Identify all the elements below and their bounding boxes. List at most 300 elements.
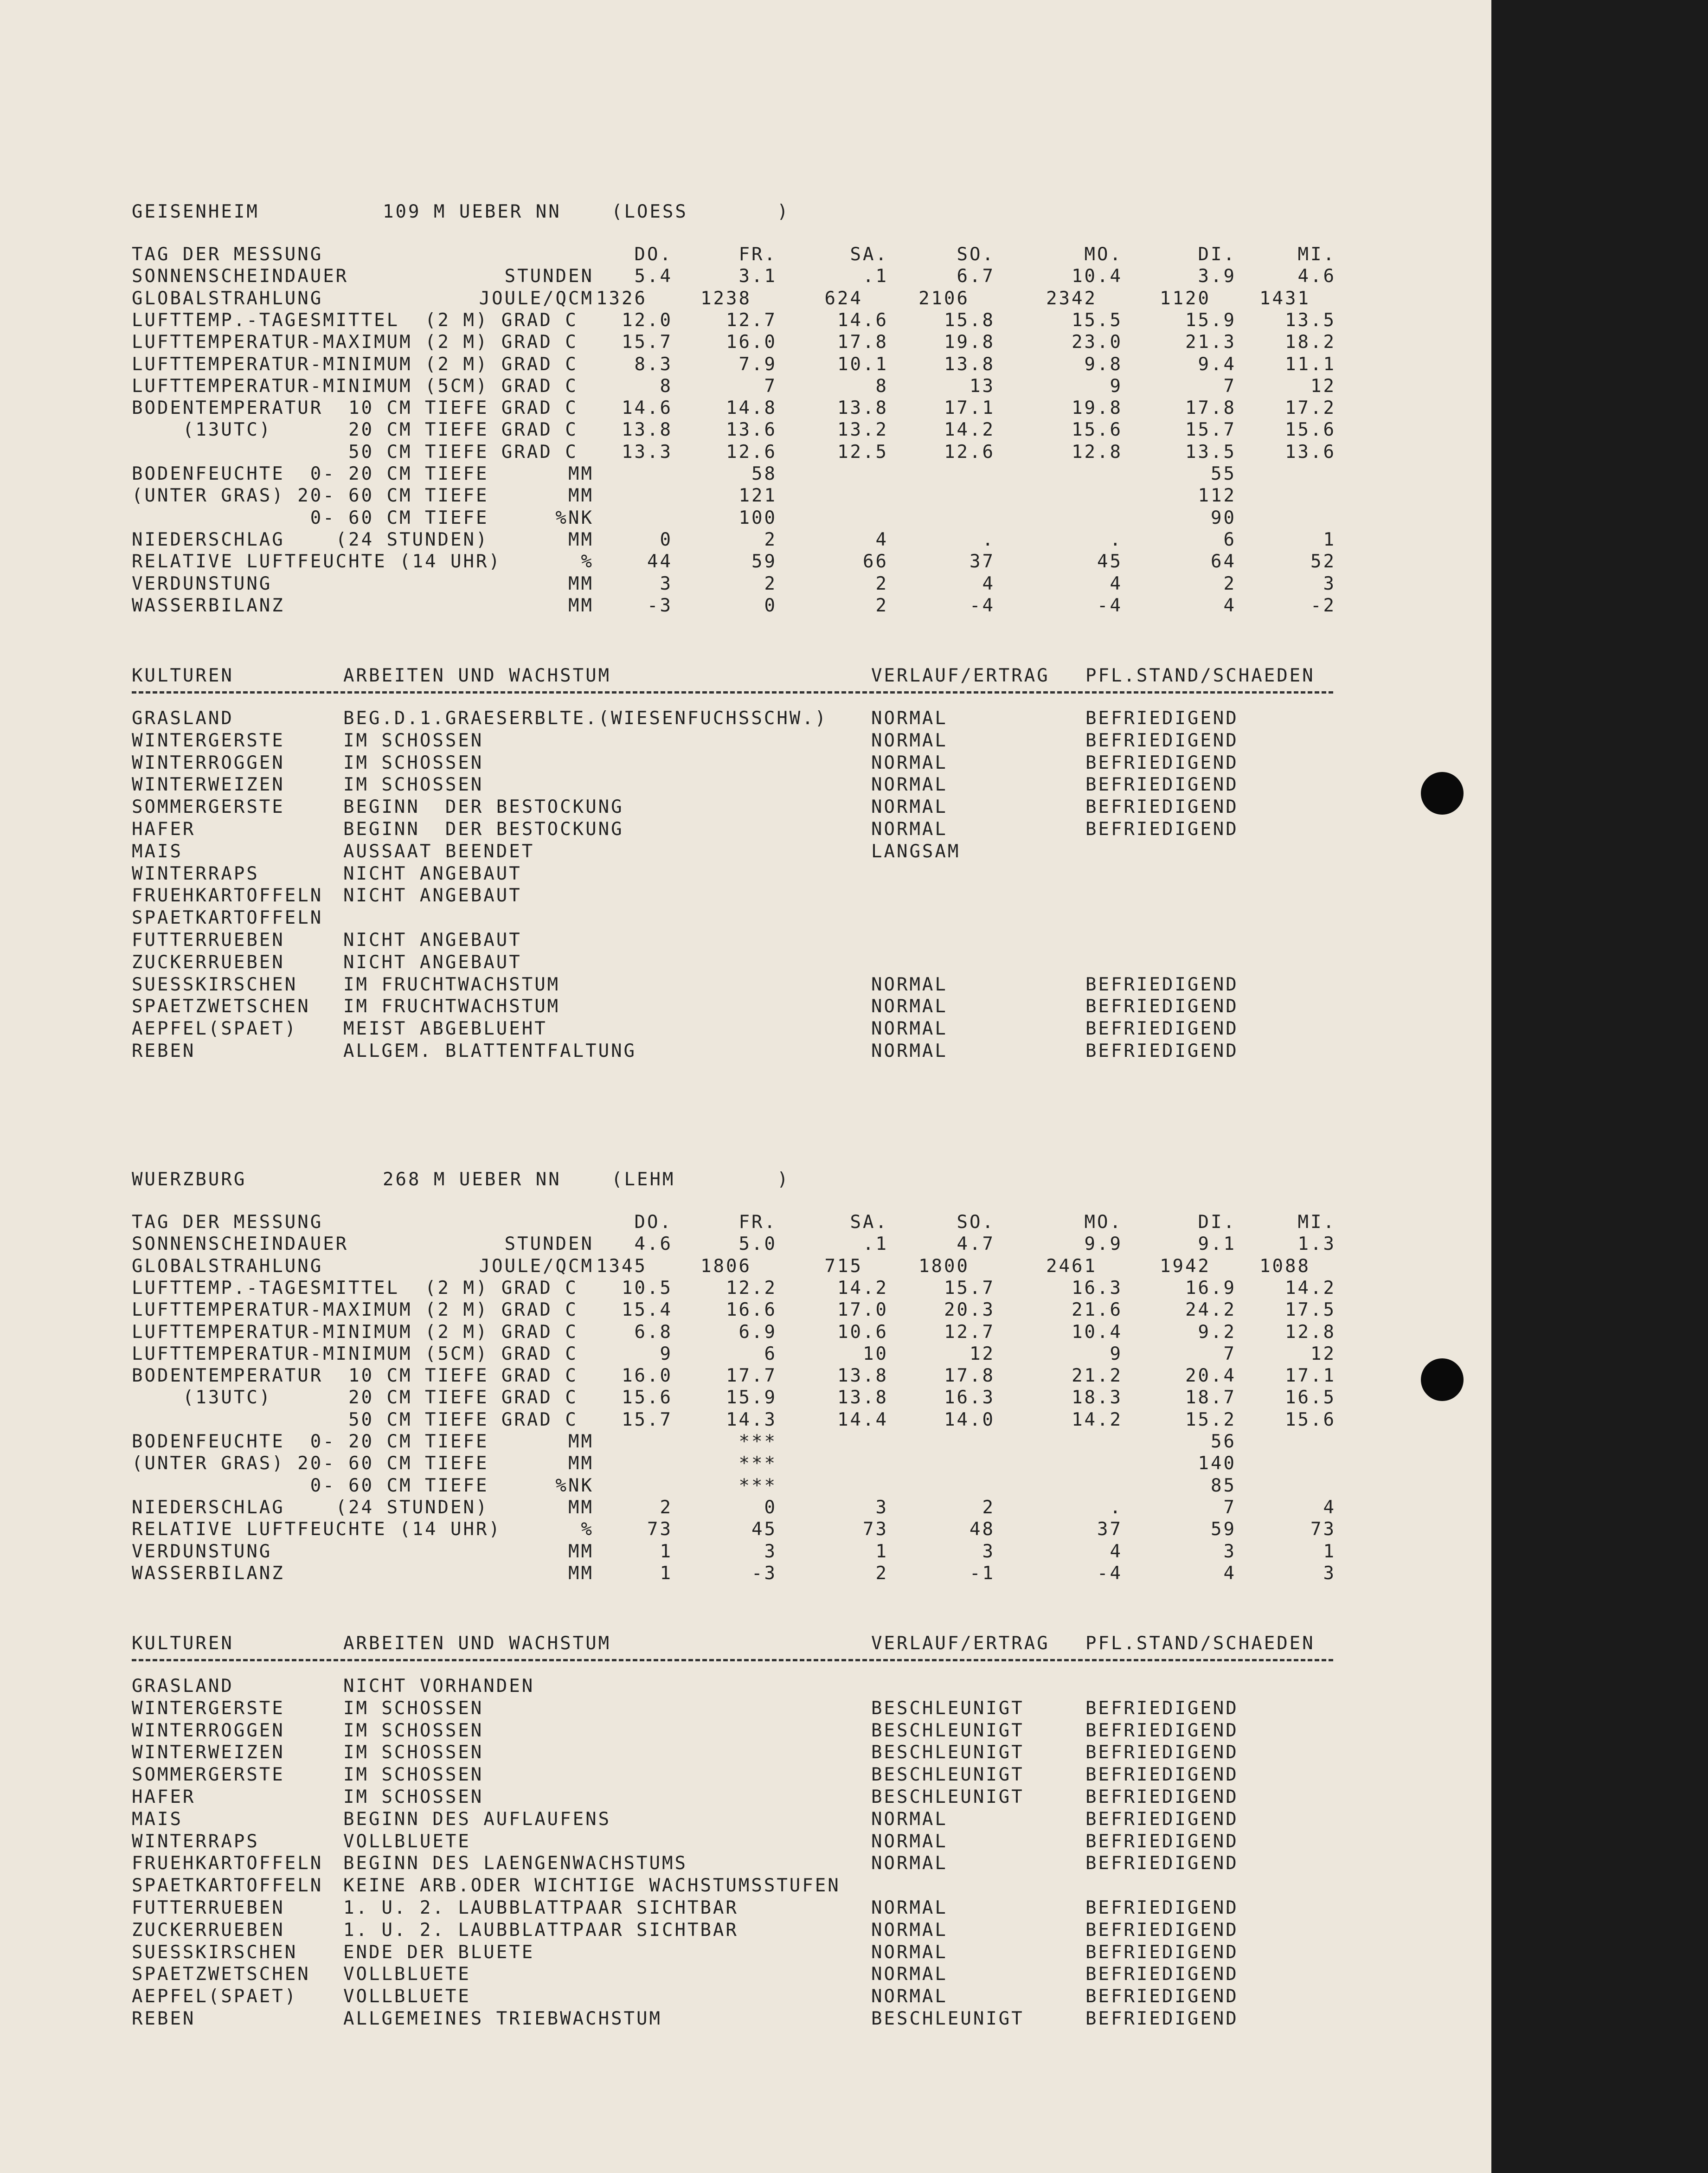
weather-value: 2 bbox=[764, 529, 777, 550]
weather-value: 5.0 bbox=[738, 1234, 777, 1255]
crop-name: WINTERGERSTE bbox=[132, 1697, 285, 1719]
weather-value: 7 bbox=[764, 375, 777, 397]
weather-value: 1.3 bbox=[1297, 1234, 1336, 1255]
weather-value: 15.7 bbox=[1185, 419, 1236, 441]
weather-value: 8 bbox=[660, 375, 673, 397]
dashed-rule bbox=[132, 1659, 1333, 1661]
weather-value: 2 bbox=[875, 1562, 888, 1584]
crop-state: BEFRIEDIGEND bbox=[1085, 1919, 1239, 1941]
crop-state: BEFRIEDIGEND bbox=[1085, 752, 1239, 773]
crop-name: FUTTERRUEBEN bbox=[132, 1897, 285, 1918]
weather-value: 12 bbox=[1310, 1343, 1336, 1364]
weather-value: 0 bbox=[660, 529, 673, 550]
crop-work: BEGINN DES AUFLAUFENS bbox=[343, 1808, 611, 1830]
crop-name: FRUEHKARTOFFELN bbox=[132, 885, 323, 906]
weather-value: 3 bbox=[660, 573, 673, 594]
weather-value: 12.2 bbox=[726, 1277, 777, 1299]
weather-value: 55 bbox=[1211, 463, 1236, 484]
crop-course: NORMAL bbox=[871, 1964, 948, 1985]
weather-row-label: 0- 60 CM TIEFE bbox=[132, 507, 489, 528]
weather-value: 1120 bbox=[1160, 288, 1211, 309]
weather-value: -2 bbox=[1310, 595, 1336, 616]
weather-row-label: RELATIVE LUFTFEUCHTE (14 UHR) bbox=[132, 551, 501, 572]
weather-value: 7 bbox=[1223, 1497, 1236, 1518]
crop-name: FRUEHKARTOFFELN bbox=[132, 1853, 323, 1874]
weather-value: 1431 bbox=[1259, 288, 1310, 309]
weather-row-label: SONNENSCHEINDAUER bbox=[132, 266, 349, 287]
weather-value: 1806 bbox=[700, 1255, 751, 1277]
weather-row-label: RELATIVE LUFTFEUCHTE (14 UHR) bbox=[132, 1519, 501, 1540]
weather-row-unit: MM bbox=[568, 1431, 594, 1452]
weather-value: 7 bbox=[1223, 1343, 1236, 1364]
crop-course: NORMAL bbox=[871, 752, 948, 773]
weather-value: 8.3 bbox=[634, 354, 673, 375]
weather-value: 2 bbox=[660, 1497, 673, 1518]
weather-value: 13 bbox=[970, 375, 995, 397]
day-header: MI. bbox=[1297, 1212, 1336, 1233]
weather-value: 2342 bbox=[1046, 288, 1097, 309]
crop-course: BESCHLEUNIGT bbox=[871, 1787, 1024, 1807]
weather-row-unit: % bbox=[581, 551, 594, 572]
crop-state: BEFRIEDIGEND bbox=[1085, 1986, 1239, 2007]
weather-value: 23.0 bbox=[1072, 332, 1123, 353]
weather-value: 1238 bbox=[700, 288, 751, 309]
weather-value: 45 bbox=[751, 1519, 777, 1540]
weather-value: 14.2 bbox=[837, 1277, 888, 1299]
weather-value: 121 bbox=[738, 485, 777, 507]
day-header: DO. bbox=[634, 244, 673, 265]
crop-course: NORMAL bbox=[871, 708, 948, 729]
weather-value: 3.1 bbox=[738, 266, 777, 287]
weather-row-unit: MM bbox=[568, 1562, 594, 1584]
weather-value: . bbox=[1110, 1497, 1123, 1518]
day-header: MO. bbox=[1084, 244, 1123, 265]
station-elevation: 268 M UEBER NN bbox=[383, 1169, 561, 1190]
weather-value: 12 bbox=[1310, 375, 1336, 397]
weather-value: 100 bbox=[738, 507, 777, 528]
weather-row-label: LUFTTEMPERATUR-MINIMUM (5CM) GRAD C bbox=[132, 375, 578, 397]
weather-value: -4 bbox=[1097, 1562, 1123, 1584]
weather-value: 66 bbox=[863, 551, 888, 572]
crop-course: NORMAL bbox=[871, 1986, 948, 2007]
crop-course: NORMAL bbox=[871, 1018, 948, 1040]
weather-value: 73 bbox=[863, 1519, 888, 1540]
day-header: SO. bbox=[957, 1212, 995, 1233]
weather-value: .1 bbox=[863, 266, 888, 287]
weather-value: 10 bbox=[863, 1343, 888, 1364]
weather-row-label: LUFTTEMPERATUR-MAXIMUM (2 M) GRAD C bbox=[132, 332, 578, 353]
weather-value: 11.1 bbox=[1285, 354, 1336, 375]
weather-value: 58 bbox=[751, 463, 777, 484]
weather-value: 14.6 bbox=[622, 398, 673, 419]
weather-value: 12.6 bbox=[726, 441, 777, 463]
weather-value: 17.7 bbox=[726, 1365, 777, 1387]
weather-row-label: NIEDERSCHLAG (24 STUNDEN) bbox=[132, 1497, 489, 1518]
weather-value: 3.9 bbox=[1198, 266, 1236, 287]
weather-value: 2 bbox=[764, 573, 777, 594]
weather-value: *** bbox=[738, 1453, 777, 1474]
weather-value: 6.9 bbox=[738, 1321, 777, 1343]
weather-value: 17.8 bbox=[837, 332, 888, 353]
crop-name: GRASLAND bbox=[132, 708, 234, 729]
weather-value: 1088 bbox=[1259, 1255, 1310, 1277]
weather-value: 15.4 bbox=[622, 1299, 673, 1321]
crop-state: BEFRIEDIGEND bbox=[1085, 1041, 1239, 1061]
crop-name: WINTERGERSTE bbox=[132, 730, 285, 751]
crop-work: 1. U. 2. LAUBBLATTPAAR SICHTBAR bbox=[343, 1897, 738, 1918]
weather-value: 17.0 bbox=[837, 1299, 888, 1321]
station-soil: (LOESS ) bbox=[611, 201, 790, 222]
weather-value: 12 bbox=[970, 1343, 995, 1364]
crop-name: REBEN bbox=[132, 2008, 196, 2029]
crops-header-stand: PFL.STAND/SCHAEDEN bbox=[1085, 665, 1315, 686]
weather-row-label: BODENFEUCHTE 0- 20 CM TIEFE bbox=[132, 1431, 489, 1452]
crop-work: ENDE DER BLUETE bbox=[343, 1942, 535, 1963]
weather-row-label: LUFTTEMPERATUR-MAXIMUM (2 M) GRAD C bbox=[132, 1299, 578, 1321]
weather-value: -1 bbox=[970, 1562, 995, 1584]
crop-course: NORMAL bbox=[871, 1041, 948, 1061]
day-header: FR. bbox=[738, 244, 777, 265]
weather-value: 14.6 bbox=[837, 309, 888, 331]
weather-value: 9.8 bbox=[1084, 354, 1123, 375]
weather-value: 10.4 bbox=[1072, 266, 1123, 287]
weather-value: 85 bbox=[1211, 1475, 1236, 1496]
weather-value: 17.8 bbox=[944, 1365, 995, 1387]
weather-value: 15.7 bbox=[622, 332, 673, 353]
day-header: DI. bbox=[1198, 244, 1236, 265]
weather-row-unit: %NK bbox=[555, 507, 594, 528]
crop-work: VOLLBLUETE bbox=[343, 1964, 471, 1985]
weather-value: 0 bbox=[764, 1497, 777, 1518]
weather-row-label: LUFTTEMPERATUR-MINIMUM (2 M) GRAD C bbox=[132, 354, 578, 375]
crop-work: IM SCHOSSEN bbox=[343, 1720, 484, 1741]
weather-value: 44 bbox=[647, 551, 673, 572]
weather-value: 16.0 bbox=[622, 1365, 673, 1387]
weather-value: 21.2 bbox=[1072, 1365, 1123, 1387]
crop-state: BEFRIEDIGEND bbox=[1085, 774, 1239, 796]
crop-state: BEFRIEDIGEND bbox=[1085, 1942, 1239, 1963]
weather-value: 16.9 bbox=[1185, 1277, 1236, 1299]
weather-value: 14.8 bbox=[726, 398, 777, 419]
weather-row-unit: JOULE/QCM bbox=[479, 1255, 594, 1277]
crop-course: NORMAL bbox=[871, 996, 948, 1017]
crop-state: BEFRIEDIGEND bbox=[1085, 1720, 1239, 1741]
crop-name: MAIS bbox=[132, 1808, 183, 1830]
weather-value: 45 bbox=[1097, 551, 1123, 572]
crop-work: IM SCHOSSEN bbox=[343, 752, 484, 773]
weather-value: 59 bbox=[1211, 1519, 1236, 1540]
weather-row-unit: MM bbox=[568, 1453, 594, 1474]
crop-work: MEIST ABGEBLUEHT bbox=[343, 1018, 547, 1040]
crop-state: BEFRIEDIGEND bbox=[1085, 1697, 1239, 1719]
crop-work: NICHT ANGEBAUT bbox=[343, 930, 522, 951]
weather-value: 21.6 bbox=[1072, 1299, 1123, 1321]
weather-value: 3 bbox=[875, 1497, 888, 1518]
weather-value: 12.7 bbox=[944, 1321, 995, 1343]
weather-row-unit: MM bbox=[568, 529, 594, 550]
crop-name: SUESSKIRSCHEN bbox=[132, 974, 298, 995]
weather-row-label: 50 CM TIEFE GRAD C bbox=[132, 1409, 578, 1430]
weather-value: -3 bbox=[751, 1562, 777, 1584]
weather-value: 7.9 bbox=[738, 354, 777, 375]
weather-row-label: (13UTC) 20 CM TIEFE GRAD C bbox=[132, 1387, 578, 1408]
weather-value: 56 bbox=[1211, 1431, 1236, 1452]
crop-name: SUESSKIRSCHEN bbox=[132, 1942, 298, 1963]
weather-value: 18.7 bbox=[1185, 1387, 1236, 1408]
crop-work: IM SCHOSSEN bbox=[343, 1787, 484, 1807]
weather-value: 13.8 bbox=[837, 398, 888, 419]
weather-value: 6.7 bbox=[957, 266, 995, 287]
crop-work: IM FRUCHTWACHSTUM bbox=[343, 996, 560, 1017]
weather-value: . bbox=[982, 529, 995, 550]
weather-value: 9.2 bbox=[1198, 1321, 1236, 1343]
weather-value: 6 bbox=[764, 1343, 777, 1364]
crop-name: SPAETKARTOFFELN bbox=[132, 907, 323, 929]
crop-name: SPAETZWETSCHEN bbox=[132, 1964, 310, 1985]
crop-course: LANGSAM bbox=[871, 841, 961, 862]
crop-course: NORMAL bbox=[871, 797, 948, 818]
crops-header-kulturen: KULTUREN bbox=[132, 1633, 234, 1654]
weather-value: 17.5 bbox=[1285, 1299, 1336, 1321]
crop-course: NORMAL bbox=[871, 1853, 948, 1874]
weather-value: 15.5 bbox=[1072, 309, 1123, 331]
crop-name: SOMMERGERSTE bbox=[132, 797, 285, 818]
crop-name: WINTERROGGEN bbox=[132, 1720, 285, 1741]
crop-course: NORMAL bbox=[871, 1942, 948, 1963]
crop-work: IM FRUCHTWACHSTUM bbox=[343, 974, 560, 995]
crop-name: ZUCKERRUEBEN bbox=[132, 951, 285, 973]
weather-row-label: VERDUNSTUNG bbox=[132, 1541, 272, 1562]
day-header: DI. bbox=[1198, 1212, 1236, 1233]
weather-value: 12.8 bbox=[1072, 441, 1123, 463]
weather-value: 12.7 bbox=[726, 309, 777, 331]
weather-row-unit: MM bbox=[568, 1497, 594, 1518]
crops-header-arbeiten: ARBEITEN UND WACHSTUM bbox=[343, 1633, 611, 1654]
crop-name: SOMMERGERSTE bbox=[132, 1764, 285, 1786]
weather-value: -4 bbox=[970, 595, 995, 616]
weather-value: 14.2 bbox=[1285, 1277, 1336, 1299]
crop-name: MAIS bbox=[132, 841, 183, 862]
crop-name: WINTERWEIZEN bbox=[132, 774, 285, 796]
weather-value: 14.2 bbox=[1072, 1409, 1123, 1430]
weather-row-unit: STUNDEN bbox=[504, 266, 594, 287]
crop-work: ALLGEMEINES TRIEBWACHSTUM bbox=[343, 2008, 662, 2029]
weather-row-label: LUFTTEMPERATUR-MINIMUM (2 M) GRAD C bbox=[132, 1321, 578, 1343]
crops-header-arbeiten: ARBEITEN UND WACHSTUM bbox=[343, 665, 611, 686]
crop-course: BESCHLEUNIGT bbox=[871, 1720, 1024, 1741]
weather-value: 37 bbox=[970, 551, 995, 572]
crop-state: BEFRIEDIGEND bbox=[1085, 996, 1239, 1017]
weather-row-label: (UNTER GRAS) 20- 60 CM TIEFE bbox=[132, 485, 489, 507]
crop-work: KEINE ARB.ODER WICHTIGE WACHSTUMSSTUFEN bbox=[343, 1875, 841, 1897]
day-header: MO. bbox=[1084, 1212, 1123, 1233]
weather-value: 7 bbox=[1223, 375, 1236, 397]
crop-name: WINTERRAPS bbox=[132, 863, 259, 884]
weather-row-label: 0- 60 CM TIEFE bbox=[132, 1475, 489, 1496]
crop-name: WINTERROGGEN bbox=[132, 752, 285, 773]
crop-course: BESCHLEUNIGT bbox=[871, 2008, 1024, 2029]
weather-value: 1345 bbox=[596, 1255, 647, 1277]
weather-value: 13.8 bbox=[944, 354, 995, 375]
station-name: WUERZBURG bbox=[132, 1169, 247, 1190]
weather-row-unit: MM bbox=[568, 573, 594, 594]
weather-value: 16.0 bbox=[726, 332, 777, 353]
weather-value: 140 bbox=[1198, 1453, 1236, 1474]
day-header: SO. bbox=[957, 244, 995, 265]
crop-work: IM SCHOSSEN bbox=[343, 774, 484, 796]
weather-value: 2 bbox=[875, 573, 888, 594]
weather-value: 4 bbox=[1323, 1497, 1336, 1518]
crop-work: IM SCHOSSEN bbox=[343, 1764, 484, 1786]
weather-row-label: LUFTTEMP.-TAGESMITTEL (2 M) GRAD C bbox=[132, 309, 578, 331]
weather-value: 16.3 bbox=[1072, 1277, 1123, 1299]
weather-row-unit: % bbox=[581, 1519, 594, 1540]
weather-value: 15.6 bbox=[1285, 419, 1336, 441]
weather-value: 37 bbox=[1097, 1519, 1123, 1540]
crop-course: BESCHLEUNIGT bbox=[871, 1742, 1024, 1763]
crop-work: BEGINN DER BESTOCKUNG bbox=[343, 819, 624, 840]
weather-value: *** bbox=[738, 1475, 777, 1496]
weather-row-unit: MM bbox=[568, 463, 594, 484]
weather-value: 1 bbox=[1323, 1541, 1336, 1562]
crop-state: BEFRIEDIGEND bbox=[1085, 708, 1239, 729]
weather-row-label: TAG DER MESSUNG bbox=[132, 1212, 323, 1233]
crop-work: NICHT ANGEBAUT bbox=[343, 885, 522, 906]
crop-name: GRASLAND bbox=[132, 1676, 234, 1697]
weather-value: 5.4 bbox=[634, 266, 673, 287]
weather-value: 18.3 bbox=[1072, 1387, 1123, 1408]
weather-value: 3 bbox=[1223, 1541, 1236, 1562]
weather-value: 12.8 bbox=[1285, 1321, 1336, 1343]
crop-course: NORMAL bbox=[871, 730, 948, 751]
weather-value: 10.4 bbox=[1072, 1321, 1123, 1343]
crop-state: BEFRIEDIGEND bbox=[1085, 1964, 1239, 1985]
crop-name: FUTTERRUEBEN bbox=[132, 930, 285, 951]
weather-row-label: GLOBALSTRAHLUNG bbox=[132, 288, 323, 309]
crop-state: BEFRIEDIGEND bbox=[1085, 797, 1239, 818]
weather-row-label: SONNENSCHEINDAUER bbox=[132, 1234, 349, 1255]
weather-value: 17.1 bbox=[1285, 1365, 1336, 1387]
crops-header-kulturen: KULTUREN bbox=[132, 665, 234, 686]
crop-work: IM SCHOSSEN bbox=[343, 1697, 484, 1719]
weather-value: 4 bbox=[875, 529, 888, 550]
weather-value: 9 bbox=[1110, 375, 1123, 397]
weather-value: -4 bbox=[1097, 595, 1123, 616]
weather-value: 13.8 bbox=[622, 419, 673, 441]
weather-value: 1 bbox=[660, 1562, 673, 1584]
crop-course: BESCHLEUNIGT bbox=[871, 1764, 1024, 1786]
crop-state: BEFRIEDIGEND bbox=[1085, 730, 1239, 751]
day-header: MI. bbox=[1297, 244, 1336, 265]
day-header: SA. bbox=[850, 244, 888, 265]
weather-value: 2 bbox=[875, 595, 888, 616]
weather-value: 4 bbox=[1223, 1562, 1236, 1584]
weather-value: 13.3 bbox=[622, 441, 673, 463]
weather-value: 73 bbox=[1310, 1519, 1336, 1540]
crop-state: BEFRIEDIGEND bbox=[1085, 1018, 1239, 1040]
weather-row-label: BODENTEMPERATUR 10 CM TIEFE GRAD C bbox=[132, 1365, 578, 1387]
weather-row-label: BODENFEUCHTE 0- 20 CM TIEFE bbox=[132, 463, 489, 484]
weather-value: 4 bbox=[1110, 573, 1123, 594]
weather-value: . bbox=[1110, 529, 1123, 550]
weather-value: 10.1 bbox=[837, 354, 888, 375]
crop-state: BEFRIEDIGEND bbox=[1085, 974, 1239, 995]
weather-row-unit: MM bbox=[568, 595, 594, 616]
weather-value: 13.5 bbox=[1185, 441, 1236, 463]
station-name: GEISENHEIM bbox=[132, 201, 259, 222]
weather-value: 3 bbox=[1323, 1562, 1336, 1584]
day-header: FR. bbox=[738, 1212, 777, 1233]
weather-value: 9.1 bbox=[1198, 1234, 1236, 1255]
weather-value: 13.6 bbox=[726, 419, 777, 441]
weather-value: 14.0 bbox=[944, 1409, 995, 1430]
weather-value: 15.6 bbox=[1285, 1409, 1336, 1430]
weather-row-unit: MM bbox=[568, 485, 594, 507]
weather-value: 15.9 bbox=[1185, 309, 1236, 331]
crop-name: AEPFEL(SPAET) bbox=[132, 1018, 298, 1040]
weather-row-label: GLOBALSTRAHLUNG bbox=[132, 1255, 323, 1277]
weather-value: 59 bbox=[751, 551, 777, 572]
weather-value: 19.8 bbox=[1072, 398, 1123, 419]
weather-value: 19.8 bbox=[944, 332, 995, 353]
weather-value: 2461 bbox=[1046, 1255, 1097, 1277]
weather-row-label: LUFTTEMPERATUR-MINIMUM (5CM) GRAD C bbox=[132, 1343, 578, 1364]
weather-row-label: WASSERBILANZ bbox=[132, 595, 285, 616]
weather-value: 14.3 bbox=[726, 1409, 777, 1430]
crop-work: NICHT VORHANDEN bbox=[343, 1676, 535, 1697]
weather-value: 8 bbox=[875, 375, 888, 397]
crop-work: VOLLBLUETE bbox=[343, 1986, 471, 2007]
weather-row-unit: %NK bbox=[555, 1475, 594, 1496]
day-header: SA. bbox=[850, 1212, 888, 1233]
weather-value: 0 bbox=[764, 595, 777, 616]
weather-value: 10.6 bbox=[837, 1321, 888, 1343]
crop-work: IM SCHOSSEN bbox=[343, 730, 484, 751]
crop-state: BEFRIEDIGEND bbox=[1085, 1831, 1239, 1852]
crop-work: 1. U. 2. LAUBBLATTPAAR SICHTBAR bbox=[343, 1919, 738, 1941]
weather-value: 16.3 bbox=[944, 1387, 995, 1408]
weather-value: 3 bbox=[982, 1541, 995, 1562]
weather-value: *** bbox=[738, 1431, 777, 1452]
weather-value: 6 bbox=[1223, 529, 1236, 550]
weather-value: 4 bbox=[1223, 595, 1236, 616]
weather-value: 20.4 bbox=[1185, 1365, 1236, 1387]
crops-header-verlauf: VERLAUF/ERTRAG bbox=[871, 1633, 1050, 1654]
weather-value: 15.6 bbox=[622, 1387, 673, 1408]
crop-name: SPAETKARTOFFELN bbox=[132, 1875, 323, 1897]
weather-value: 6.8 bbox=[634, 1321, 673, 1343]
station-elevation: 109 M UEBER NN bbox=[383, 201, 561, 222]
crop-course: NORMAL bbox=[871, 774, 948, 796]
weather-value: 16.5 bbox=[1285, 1387, 1336, 1408]
weather-value: 24.2 bbox=[1185, 1299, 1236, 1321]
weather-value: 17.2 bbox=[1285, 398, 1336, 419]
weather-value: 12.0 bbox=[622, 309, 673, 331]
punch-hole bbox=[1421, 772, 1464, 815]
dashed-rule bbox=[132, 691, 1333, 694]
crop-work: BEG.D.1.GRAESERBLTE.(WIESENFUCHSSCHW.) bbox=[343, 708, 828, 729]
crop-state: BEFRIEDIGEND bbox=[1085, 1808, 1239, 1830]
crop-name: WINTERRAPS bbox=[132, 1831, 259, 1852]
weather-value: 1800 bbox=[918, 1255, 970, 1277]
weather-value: 1 bbox=[660, 1541, 673, 1562]
weather-value: 9.9 bbox=[1084, 1234, 1123, 1255]
scanner-edge-band bbox=[1491, 0, 1708, 2173]
weather-value: 48 bbox=[970, 1519, 995, 1540]
crop-state: BEFRIEDIGEND bbox=[1085, 1897, 1239, 1918]
weather-row-label: 50 CM TIEFE GRAD C bbox=[132, 441, 578, 463]
crop-name: AEPFEL(SPAET) bbox=[132, 1986, 298, 2007]
